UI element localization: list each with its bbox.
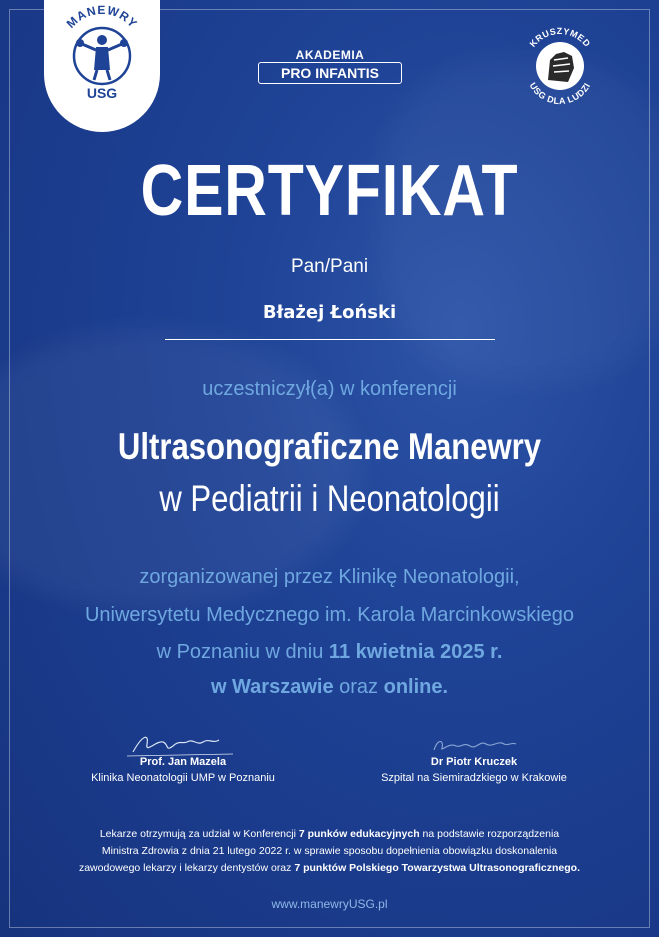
signatory-name-left: Prof. Jan Mazela [139, 756, 227, 768]
footer-line [20, 860, 639, 877]
event-online: online. [383, 676, 449, 698]
certificate-title: CERTYFIKAT [140, 151, 519, 231]
signatory-affiliation-left: Klinika Neonatologii UMP w Poznaniu [91, 772, 275, 784]
name-underline [165, 339, 495, 340]
akademia-logo-bottom-text: PRO INFANTIS [258, 62, 402, 84]
organizer-date-line [0, 641, 659, 664]
kruszymed-logo-top-text: KRUSZYMED [527, 25, 593, 49]
signature-block-right [334, 730, 614, 784]
footer-text: zawodowego lekarzy i lekarzy dentystów oraz [78, 862, 295, 874]
footer-line: Ministra Zdrowia z dnia 21 lutego 2022 r. w sprawie sposobu dopełnienia obowiązku doskonalenia [101, 845, 558, 857]
signature-block-left [43, 730, 323, 784]
conference-title-line1: Ultrasonograficzne Manewry [117, 426, 542, 467]
participation-text: uczestniczył(a) w konferencji [202, 378, 457, 400]
footer-points: 7 punktów Polskiego Towarzystwa Ultrasonograficznego. [294, 862, 581, 874]
signatory-affiliation-right: Szpital na Siemiradzkiego w Krakowie [381, 772, 567, 784]
event-date: 11 kwietnia 2025 r. [328, 641, 503, 663]
footer-note [20, 826, 639, 877]
location-connector: oraz [333, 676, 384, 698]
organizer-line: Uniwersytetu Medycznego im. Karola Marcinkowskiego [84, 604, 575, 626]
manewry-logo-top-text: MANEWRY [63, 2, 141, 31]
salutation: Pan/Pani [290, 256, 369, 277]
akademia-pro-infantis-logo [258, 48, 402, 84]
website-link[interactable]: www.manewryUSG.pl [271, 897, 388, 911]
kruszymed-logo [518, 24, 602, 108]
recipient-name: Błażej Łoński [262, 302, 397, 323]
akademia-logo-top-text: AKADEMIA [295, 48, 365, 62]
organizer-line: zorganizowanej przez Klinikę Neonatologii, [139, 566, 520, 588]
organizer-location-line [0, 676, 659, 699]
footer-text: Lekarze otrzymują za udział w Konferencji [99, 828, 299, 840]
footer-text: na podstawie rozporządzenia [419, 828, 560, 840]
kruszymed-logo-bottom-text: USG DLA LUDZI [527, 80, 593, 107]
manewry-usg-logo [44, 0, 160, 132]
footer-line [20, 826, 639, 843]
conference-title-line2: w Pediatrii i Neonatologii [159, 478, 500, 519]
manewry-logo-bottom-text: USG [86, 85, 118, 101]
footer-points: 7 punków edukacyjnych [298, 828, 420, 840]
event-city: w Warszawie [210, 676, 334, 698]
signatory-name-right: Dr Piotr Kruczek [430, 756, 518, 768]
date-prefix: w Poznaniu w dniu [156, 641, 329, 663]
